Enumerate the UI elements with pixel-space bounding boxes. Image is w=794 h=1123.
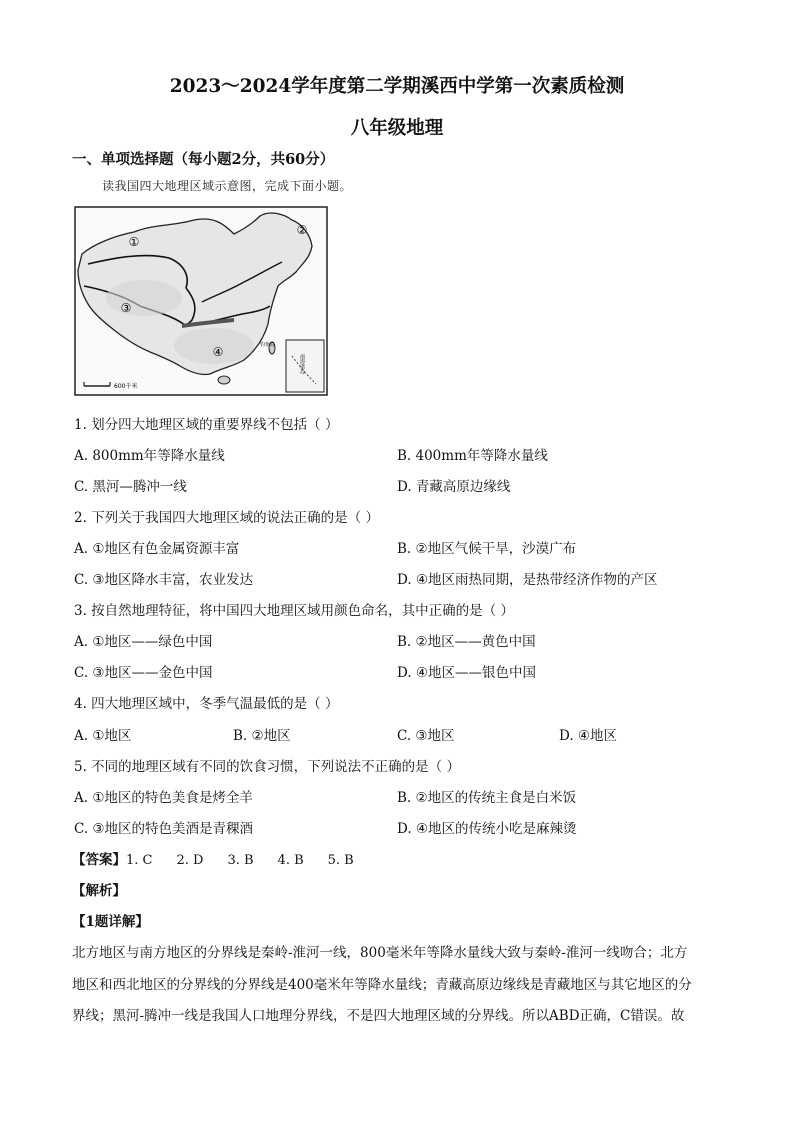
china-regions-map: [74, 206, 328, 396]
question-2-option-b: B. ②地区气候干旱，沙漠广布: [397, 541, 577, 557]
analysis-paragraph: [72, 938, 724, 1033]
question-5-option-a: A. ①地区的特色美食是烤全羊: [74, 790, 253, 806]
answer-label: 【答案】: [72, 852, 126, 868]
page-subtitle: 八年级地理: [350, 118, 444, 139]
region-label-2: ②: [296, 223, 308, 237]
question-5-stem: 5. 不同的地理区域有不同的饮食习惯，下列说法不正确的是（ ）: [74, 759, 460, 775]
question-5-option-b: B. ②地区的传统主食是白米饭: [397, 790, 577, 806]
analysis-label: 【解析】: [72, 883, 126, 899]
answer-row: [72, 851, 354, 870]
question-1-option-d: D. 青藏高原边缘线: [397, 479, 511, 495]
question-2-option-d: D. ④地区雨热同期，是热带经济作物的产区: [397, 572, 658, 588]
inset-label-diaoyu: 钓鱼岛: [260, 342, 276, 348]
map-scale-text: 600千米: [114, 383, 138, 390]
question-5-option-d: D. ④地区的传统小吃是麻辣烫: [397, 821, 577, 837]
region-label-1: ①: [128, 235, 140, 249]
question-3-option-d: D. ④地区——银色中国: [397, 665, 537, 681]
question-1-option-a: A. 800mm年等降水量线: [74, 448, 225, 464]
answer-item: 4. B: [277, 853, 304, 868]
section-intro: 读我国四大地理区域示意图，完成下面小题。: [102, 179, 353, 193]
region-label-3: ③: [120, 301, 132, 315]
question-3-option-a: A. ①地区——绿色中国: [74, 634, 213, 650]
question-1-option-c: C. 黑河—腾冲一线: [74, 479, 187, 495]
question-3-option-b: B. ②地区——黄色中国: [397, 634, 536, 650]
section-heading: 一、单项选择题（每小题2分，共60分）: [72, 151, 335, 168]
question-1-stem: 1. 划分四大地理区域的重要界线不包括（ ）: [74, 417, 339, 433]
answer-item: 2. D: [176, 853, 204, 868]
region-label-4: ④: [212, 345, 224, 359]
question-4-option-b: B. ②地区: [233, 728, 291, 744]
analysis-line: 界线；黑河-腾冲一线是我国人口地理分界线，不是四大地理区域的分界线。所以ABD正确，C错误。故: [72, 1008, 685, 1024]
analysis-line: 地区和西北地区的分界线的分界线是400毫米年等降水量线；青藏高原边缘线是青藏地区与其它地区的分: [72, 976, 692, 993]
question-3-option-c: C. ③地区——金色中国: [74, 665, 213, 681]
question-4-stem: 4. 四大地理区域中，冬季气温最低的是（ ）: [74, 696, 339, 712]
analysis-line: 北方地区与南方地区的分界线是秦岭-淮河一线，800毫米年等降水量线大致与秦岭-淮河一线吻合；北方: [72, 945, 688, 961]
analysis-detail-label: 【1题详解】: [72, 914, 149, 930]
page-title: 2023～2024学年度第二学期溪西中学第一次素质检测: [169, 76, 625, 97]
question-2-option-a: A. ①地区有色金属资源丰富: [74, 541, 240, 557]
inset-label-south-sea: 南海诸岛: [299, 354, 305, 374]
answer-item: 1. C: [126, 853, 153, 868]
question-2-stem: 2. 下列关于我国四大地理区域的说法正确的是（ ）: [74, 510, 379, 526]
question-4-option-a: A. ①地区: [74, 728, 132, 744]
question-5-option-c: C. ③地区的特色美酒是青稞酒: [74, 821, 254, 837]
question-4-option-d: D. ④地区: [559, 728, 618, 744]
answer-item: 5. B: [327, 853, 354, 868]
question-3-stem: 3. 按自然地理特征，将中国四大地理区域用颜色命名，其中正确的是（ ）: [74, 603, 514, 619]
question-1-option-b: B. 400mm年等降水量线: [397, 448, 548, 464]
question-4-option-c: C. ③地区: [397, 728, 455, 744]
answer-item: 3. B: [227, 853, 254, 868]
question-2-option-c: C. ③地区降水丰富，农业发达: [74, 572, 254, 588]
